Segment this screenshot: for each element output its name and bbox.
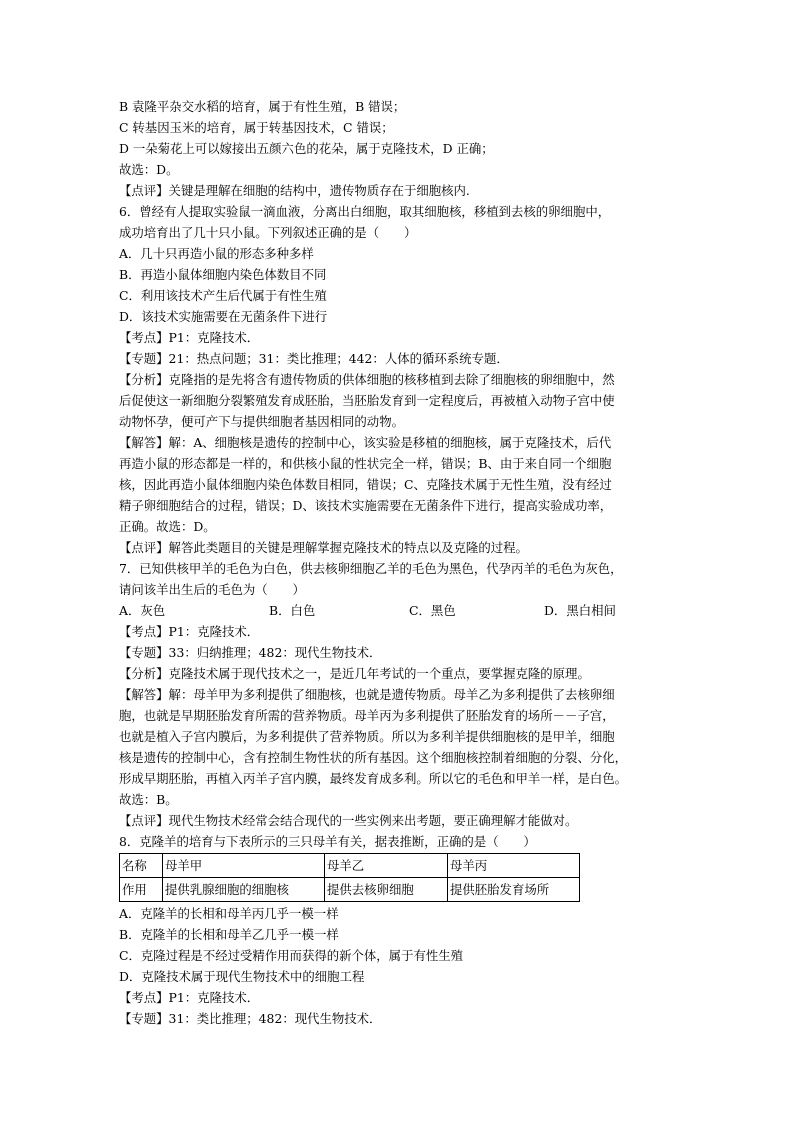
text-block-top xyxy=(119,96,689,600)
text-line: 【解答】解：A、细胞核是遗传的控制中心，该实验是移植的细胞核，属于克隆技术，后代 xyxy=(119,435,612,450)
text-line: D 一朵菊花上可以嫁接出五颜六色的花朵，属于克隆技术，D 正确； xyxy=(119,141,494,156)
q7-options xyxy=(119,600,689,621)
text-line: 动物怀孕，便可产下与提供细胞者基因相同的动物。 xyxy=(119,414,404,429)
text-line: A．克隆羊的长相和母羊丙几乎一模一样 xyxy=(119,906,339,921)
text-line: 成功培育出了几十只小鼠。下列叙述正确的是（ ） xyxy=(119,225,417,240)
table-cell: 母羊乙 xyxy=(325,854,448,878)
text-line: 【专题】31：类比推理；482：现代生物技术． xyxy=(119,1011,382,1026)
text-line: 后促使这一新细胞分裂繁殖发育成胚胎，当胚胎发育到一定程度后，再被植入动物子宫中使 xyxy=(119,393,615,408)
text-line: 【分析】克隆技术属于现代技术之一，是近几年考试的一个重点，要掌握克隆的原理。 xyxy=(119,666,590,681)
table-cell: 提供胚胎发育场所 xyxy=(448,878,580,902)
q7-option-c: C．黑色 xyxy=(409,603,456,618)
document-page xyxy=(119,96,689,1029)
table-row xyxy=(120,878,580,902)
text-line: C．利用该技术产生后代属于有性生殖 xyxy=(119,288,327,303)
sheep-table xyxy=(119,853,580,902)
text-line: 8．克隆羊的培育与下表所示的三只母羊有关，据表推断，正确的是（ ） xyxy=(119,834,536,849)
text-line: 形成早期胚胎，再植入丙羊子宫内膜，最终发育成多利。所以它的毛色和甲羊一样，是白色。 xyxy=(119,771,628,786)
text-line: B．克隆羊的长相和母羊乙几乎一模一样 xyxy=(119,927,339,942)
text-block-middle xyxy=(119,621,689,852)
table-cell: 母羊甲 xyxy=(163,854,325,878)
table-cell: 作用 xyxy=(120,878,163,902)
q7-option-b: B．白色 xyxy=(269,603,316,618)
text-line: 胞，也就是早期胚胎发育所需的营养物质。母羊丙为多利提供了胚胎发育的场所－－子宫， xyxy=(119,708,615,723)
text-line: 再造小鼠的形态都是一样的，和供核小鼠的性状完全一样，错误；B、由于来自同一个细胞 xyxy=(119,456,612,471)
text-line: 【点评】现代生物技术经常会结合现代的一些实例来出考题，要正确理解才能做对。 xyxy=(119,813,578,828)
text-line: 【考点】P1：克隆技术． xyxy=(119,624,260,639)
text-line: C 转基因玉米的培育，属于转基因技术，C 错误； xyxy=(119,120,394,135)
q7-option-a: A．灰色 xyxy=(119,603,166,618)
text-line: 故选：B。 xyxy=(119,792,178,807)
q7-option-d: D．黑白相间 xyxy=(544,603,616,618)
text-line: C．克隆过程是不经过受精作用而获得的新个体，属于有性生殖 xyxy=(119,948,464,963)
text-line: 【解答】解：母羊甲为多利提供了细胞核，也就是遗传物质。母羊乙为多利提供了去核卵细 xyxy=(119,687,615,702)
text-line: 核，因此再造小鼠体细胞内染色体数目相同，错误；C、克隆技术属于无性生殖，没有经过 xyxy=(119,477,612,492)
text-line: 【专题】21：热点问题；31：类比推理；442：人体的循环系统专题． xyxy=(119,351,509,366)
table-cell: 母羊丙 xyxy=(448,854,580,878)
text-line: 7．已知供核甲羊的毛色为白色，供去核卵细胞乙羊的毛色为黑色，代孕丙羊的毛色为灰色， xyxy=(119,561,623,576)
text-line: 6．曾经有人提取实验鼠一滴血液，分离出白细胞，取其细胞核，移植到去核的卵细胞中， xyxy=(119,204,611,219)
text-line: 【专题】33：归纳推理；482：现代生物技术． xyxy=(119,645,382,660)
table-cell: 提供去核卵细胞 xyxy=(325,878,448,902)
text-line: B．再造小鼠体细胞内染色体数目不同 xyxy=(119,267,327,282)
text-line: 也就是植入子宫内膜后，为多利提供了营养物质。所以为多利羊提供细胞核的是甲羊，细胞 xyxy=(119,729,615,744)
text-line: 正确。故选：D。 xyxy=(119,519,216,534)
text-line: 【考点】P1：克隆技术． xyxy=(119,330,260,345)
text-line: 【点评】关键是理解在细胞的结构中，遗传物质存在于细胞核内. xyxy=(119,183,470,198)
text-line: 精子卵细胞结合的过程，错误；D、该技术实施需要在无菌条件下进行，提高实验成功率， xyxy=(119,498,613,513)
text-line: D．该技术实施需要在无菌条件下进行 xyxy=(119,309,328,324)
table-cell: 提供乳腺细胞的细胞核 xyxy=(163,878,325,902)
text-line: 【考点】P1：克隆技术． xyxy=(119,990,260,1005)
table-row xyxy=(120,854,580,878)
text-line: 请问该羊出生后的毛色为（ ） xyxy=(119,582,305,597)
text-line: A．几十只再造小鼠的形态多种多样 xyxy=(119,246,314,261)
text-block-bottom xyxy=(119,903,689,1029)
text-line: 【分析】克隆指的是先将含有遗传物质的供体细胞的核移植到去除了细胞核的卵细胞中，然 xyxy=(119,372,615,387)
text-line: 故选：D。 xyxy=(119,162,179,177)
text-line: 核是遗传的控制中心，含有控制生物性状的所有基因。这个细胞核控制着细胞的分裂、分化， xyxy=(119,750,628,765)
text-line: 【点评】解答此类题目的关键是理解掌握克隆技术的特点以及克隆的过程。 xyxy=(119,540,528,555)
text-line: B 袁隆平杂交水稻的培育，属于有性生殖，B 错误； xyxy=(119,99,406,114)
table-cell: 名称 xyxy=(120,854,163,878)
text-line: D．克隆技术属于现代生物技术中的细胞工程 xyxy=(119,969,365,984)
